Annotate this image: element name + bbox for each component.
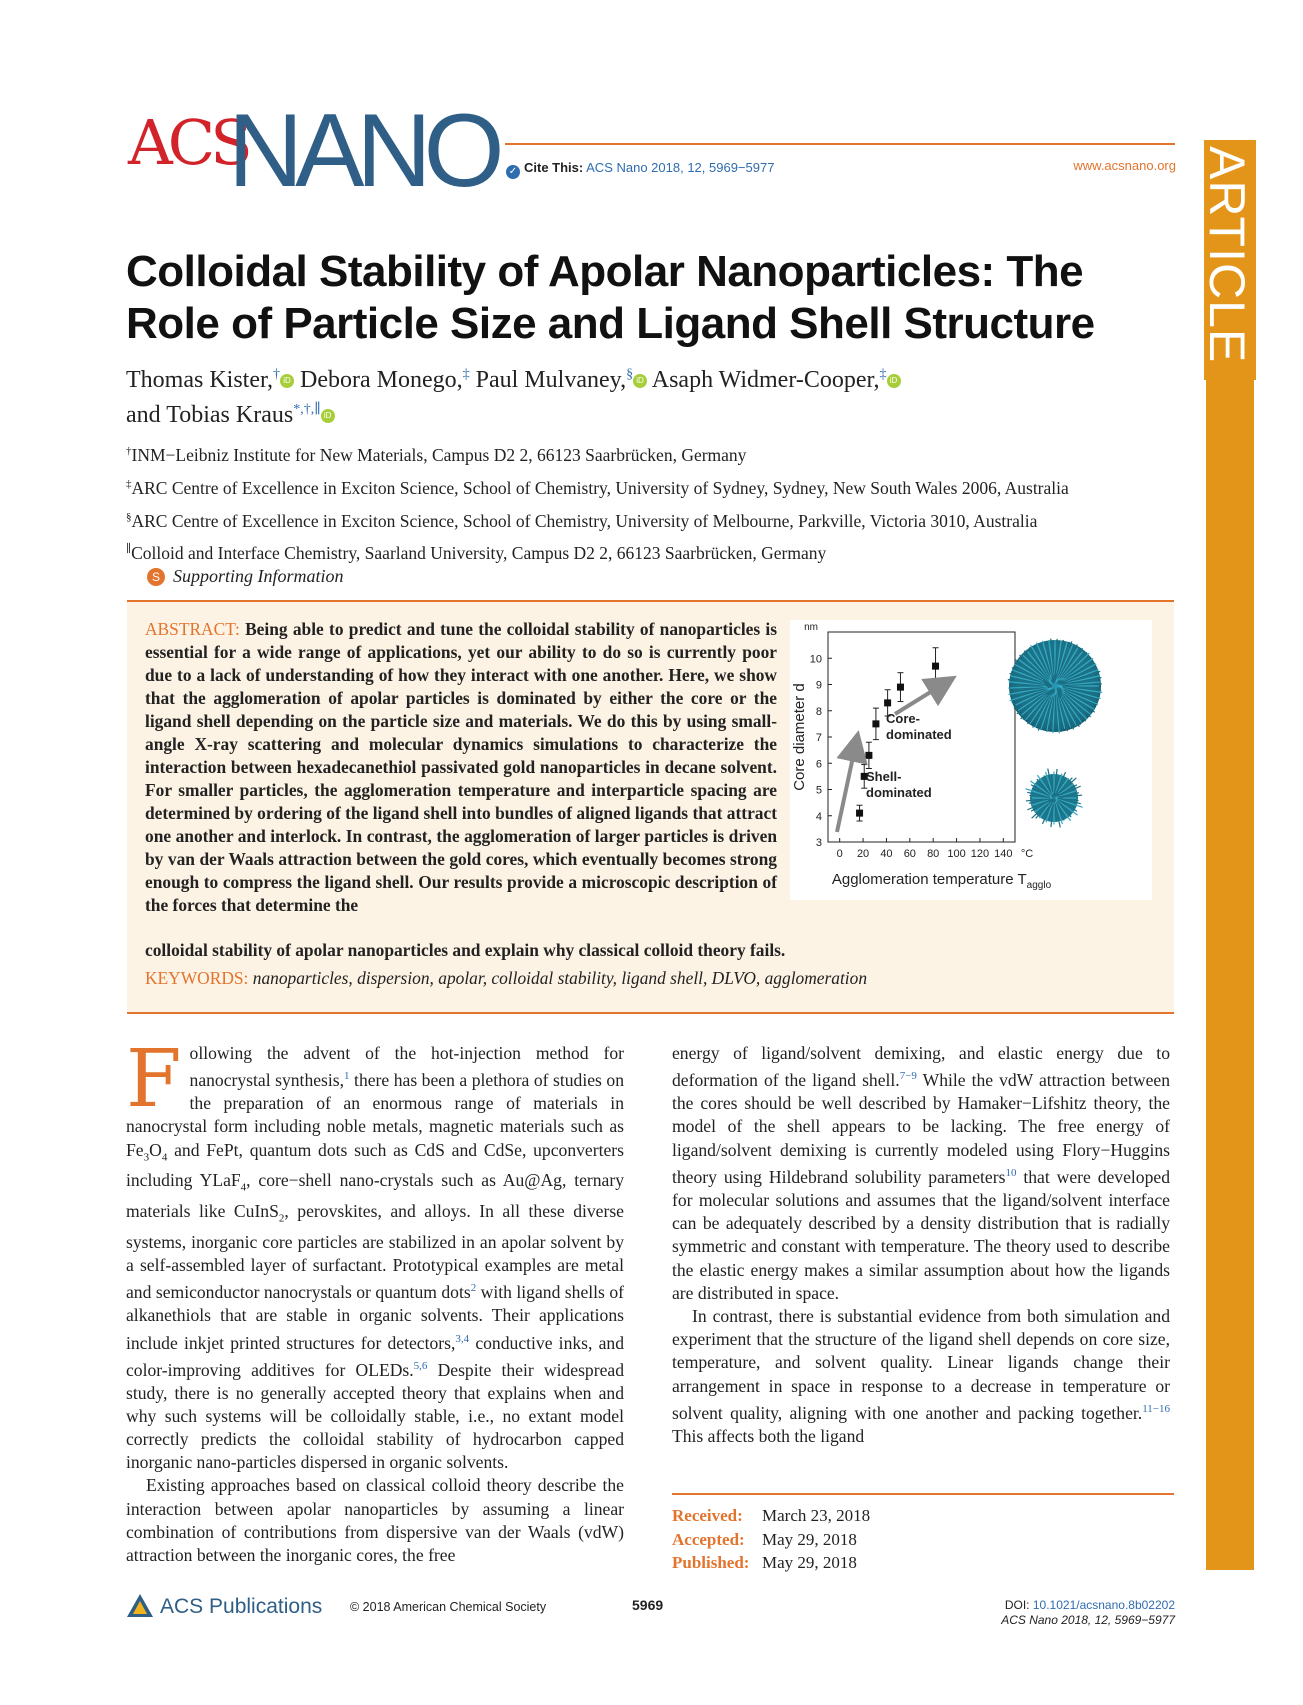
orcid-icon[interactable]: iD: [321, 409, 335, 423]
data-point: [897, 684, 904, 691]
paragraph: energy of ligand/solvent demixing, and elastic energy due to deformation of the ligand shell.$^{7-9}$ While the vdW attraction between the cores should be well described by Hamaker−Lifshitz theory, the model of the shell appears to be lacking. The free energy of ligand/solvent demixing is currently modeled using Flory−Huggins theory using Hildebrand solubility parameters$^{10}$ that were developed for molecular solutions and assumes that the ligand/solvent interface can be adequately described by a density distribution that is radially symmetric and constant with temperature. The theory used to describe the elastic energy makes a similar assumption about how the ligands are distributed in space.: [672, 1043, 1170, 1303]
affiliation: †INM−Leibniz Institute for New Materials, Campus D2 2, 66123 Saarbrücken, Germany: [126, 444, 747, 465]
x-unit-label: °C: [1020, 848, 1034, 860]
published-date: May 29, 2018: [762, 1553, 857, 1572]
affiliation: ∥Colloid and Interface Chemistry, Saarland University, Campus D2 2, 66123 Saarbrücken, Germany: [126, 543, 827, 564]
doi-label: DOI:: [1004, 1598, 1033, 1612]
annotation-shell-line1: Shell-: [866, 769, 902, 784]
y-tick-label: 9: [815, 679, 822, 692]
body-column-left: [126, 1032, 625, 1567]
y-unit-label: nm: [804, 622, 818, 633]
annotation-core-line2: dominated: [886, 727, 952, 742]
y-axis-label: Core diameter d: [791, 683, 808, 791]
dates-rule: [672, 1493, 1174, 1495]
x-tick-label: 100: [947, 848, 966, 860]
logo-acs: ACS: [128, 106, 248, 179]
doi-link[interactable]: 10.1021/acsnano.8b02202: [1032, 1598, 1175, 1612]
x-axis-label-subscript: agglo: [1026, 880, 1052, 891]
y-tick-label: 7: [815, 732, 822, 744]
drop-cap: F: [126, 1032, 182, 1125]
x-tick-label: 120: [970, 848, 990, 860]
data-point: [856, 810, 863, 817]
x-tick-label: 60: [903, 848, 916, 860]
y-tick-label: 6: [815, 758, 822, 771]
published-label: Published:: [672, 1553, 750, 1572]
cite-label: Cite This:: [524, 160, 584, 175]
author-marks: *,†,∥: [293, 402, 321, 417]
citation-link[interactable]: 7−9: [899, 1070, 917, 1083]
author-marks: §: [626, 367, 634, 382]
y-tick-label: 3: [815, 837, 822, 849]
author-marks: ‡: [462, 367, 470, 382]
author-name[interactable]: Asaph Widmer-Cooper,: [651, 367, 880, 393]
cite-this[interactable]: [506, 160, 774, 179]
article-title: Colloidal Stability of Apolar Nanoparticles: The Role of Particle Size and Ligand Shell Structure: [126, 247, 1095, 348]
supporting-info-label: Supporting Information: [173, 566, 344, 586]
author-name[interactable]: Thomas Kister,: [126, 367, 274, 393]
orcid-icon[interactable]: iD: [633, 374, 647, 388]
abstract-last-line: colloidal stability of apolar nanoparticles and explain why classical colloid theory fails.: [145, 940, 786, 960]
citation-link[interactable]: 2: [470, 1282, 477, 1295]
acs-emblem-icon: [126, 1592, 154, 1620]
data-point: [865, 752, 872, 759]
affiliations: [126, 437, 1196, 568]
publisher-logo[interactable]: [126, 1592, 322, 1620]
x-tick-label: 20: [856, 848, 870, 860]
abstract-text: [145, 618, 777, 917]
copyright: © 2018 American Chemical Society: [350, 1600, 547, 1614]
citation-link[interactable]: 3,4: [455, 1332, 470, 1345]
accepted-label: Accepted:: [672, 1529, 745, 1549]
abstract-label: ABSTRACT:: [145, 619, 240, 639]
paragraph: Existing approaches based on classical colloid theory describe the interaction between apolar nanoparticles by assuming a linear combination of contributions from dispersive van der Waals (vdW) attraction between the inorganic cores, the free: [126, 1475, 624, 1566]
annotation-shell-line2: dominated: [866, 785, 932, 800]
check-icon: ✓: [506, 165, 520, 179]
author-name[interactable]: Debora Monego,: [300, 367, 463, 393]
received-date: March 23, 2018: [762, 1506, 871, 1525]
author-name[interactable]: Paul Mulvaney,: [475, 367, 627, 393]
publisher-name: ACS Publications: [160, 1595, 323, 1618]
logo-nano: NANO: [228, 93, 497, 209]
page-number: 5969: [632, 1597, 664, 1613]
cite-reference[interactable]: ACS Nano 2018, 12, 5969−5977: [586, 160, 775, 175]
accepted-date: May 29, 2018: [762, 1529, 857, 1549]
x-tick-label: 80: [927, 848, 940, 860]
affiliation: §ARC Centre of Excellence in Exciton Science, School of Chemistry, University of Melbourne, Parkville, Victoria 3010, Australia: [126, 510, 1038, 531]
x-tick-label: 40: [880, 848, 893, 860]
y-tick-label: 8: [815, 705, 822, 718]
data-point: [872, 720, 879, 727]
received-label: Received:: [672, 1506, 743, 1525]
author-name[interactable]: and Tobias Kraus: [126, 402, 294, 428]
article-sidebar: [1199, 140, 1255, 1570]
data-point: [932, 663, 939, 670]
supporting-info-icon: S: [147, 568, 165, 586]
citation-link[interactable]: 11−16: [1142, 1402, 1170, 1415]
header-rule: [505, 143, 1175, 145]
orcid-icon[interactable]: iD: [280, 374, 294, 388]
supporting-information-link[interactable]: [147, 566, 344, 587]
citation-link[interactable]: 10: [1005, 1166, 1017, 1179]
keywords: [145, 968, 1155, 989]
y-tick-label: 4: [815, 810, 822, 823]
x-tick-label: 140: [994, 848, 1013, 860]
orcid-icon[interactable]: iD: [887, 374, 901, 388]
body-column-right: [672, 1042, 1170, 1448]
author-marks: †: [273, 367, 281, 382]
journal-logo: [128, 93, 508, 210]
citation-link[interactable]: 1: [344, 1070, 350, 1083]
journal-url[interactable]: www.acsnano.org: [1073, 158, 1176, 173]
article-label: ARTICLE: [1199, 146, 1255, 364]
author-list: [126, 360, 1186, 430]
x-axis-label: Agglomeration temperature $T_{agglo}$: [831, 871, 1052, 891]
journal-reference: ACS Nano 2018, 12, 5969−5977: [1001, 1613, 1175, 1627]
abstract-body: Being able to predict and tune the colloidal stability of nanoparticles is essential for a wide range of applications, yet our ability to do so is currently poor due to a lack of understanding of how they interact with one another. Here, we show that the agglomeration of apolar particles is dominated by either the core or the ligand shell depending on the particle size and materials. We do this by using small-angle X-ray scattering and molecular dynamics simulations to characterize the interaction between hexadecanethiol passivated gold nanoparticles in decane solvent. For smaller particles, the agglomeration temperature and interparticle spacing are determined by ordering of the ligand shell into bundles of aligned ligands that attract one another and interlock. In contrast, the agglomeration of larger particles is driven by van der Waals attraction between the gold cores, which eventually becomes strong enough to compress the ligand shell. Our results provide a microscopic description of the forces that determine the: [145, 619, 777, 915]
doi-block: [1001, 1598, 1175, 1628]
keywords-list: nanoparticles, dispersion, apolar, colloidal stability, ligand shell, DLVO, agglomeration: [252, 968, 868, 988]
y-tick-label: 10: [809, 653, 822, 666]
author-marks: ‡: [879, 367, 887, 382]
toc-graphic: [790, 620, 1152, 900]
annotation-core-line1: Core-: [886, 711, 920, 726]
x-tick-label: 0: [836, 848, 843, 860]
citation-link[interactable]: 5,6: [413, 1359, 428, 1372]
data-point: [884, 699, 891, 706]
keywords-label: KEYWORDS:: [145, 968, 249, 988]
publication-dates: [672, 1504, 870, 1575]
paragraph: In contrast, there is substantial evidence from both simulation and experiment that the structure of the ligand shell depends on core size, temperature, and solvent quality. Linear ligands change their arrangement in space in response to a decrease in temperature or solvent quality, aligning with one another and packing together.$^{11-16}$ This affects both the ligand: [672, 1305, 1170, 1446]
y-tick-label: 5: [815, 784, 822, 797]
toc-chart: [790, 620, 1152, 900]
affiliation: ‡ARC Centre of Excellence in Exciton Science, School of Chemistry, University of Sydney, Sydney, New South Wales 2006, Australia: [126, 477, 1069, 498]
paragraph: Following the advent of the hot-injection method for nanocrystal synthesis,$^1$ there has been a plethora of studies on the preparation of an enormous range of materials in nanocrystal form including noble metals, magnetic materials such as $Fe_3O_4$ and FePt, quantum dots such as CdS and CdSe, upconverters including YLaF$_4$, core−shell nano-crystals such as Au@Ag, ternary materials like CuInS$_2$, perovskites, and alloys. In all these diverse systems, inorganic core particles are stabilized in an apolar solvent by a self-assembled layer of surfactant. Prototypical examples are metal and semiconductor nanocrystals or quantum dots$^2$ with ligand shells of alkanethiols that are stable in organic solvents. Their applications include inkjet printed structures for detectors,$^{3,4}$ conductive inks, and color-improving additives for OLEDs.$^{5,6}$ Despite their widespread study, there is no generally accepted theory that explains when and why such systems will be colloidally stable, i.e., no extant model correctly predicts the colloidal stability of hydrocarbon capped inorganic nano-particles dispersed in organic solvents.: [126, 1032, 625, 1473]
